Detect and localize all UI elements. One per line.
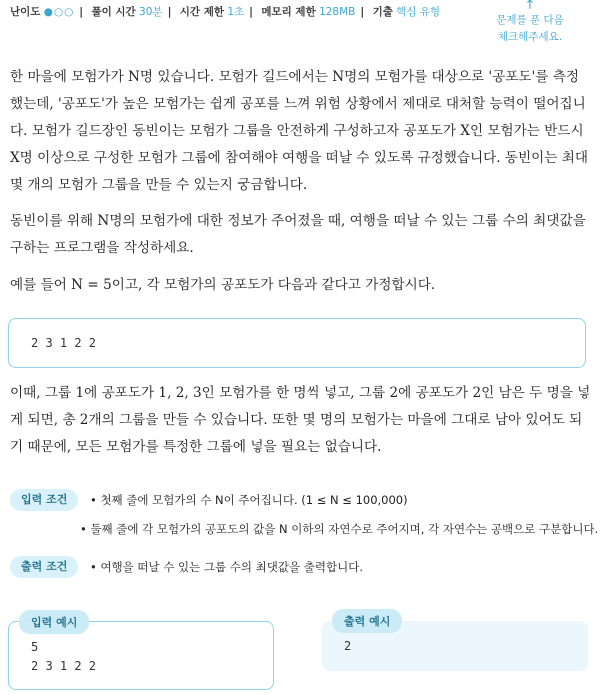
input-condition	[10, 489, 408, 511]
input-example-label: 입력 예시	[19, 610, 89, 634]
example-values-box	[8, 318, 586, 368]
output-condition	[10, 556, 363, 578]
output-example-label: 출력 예시	[332, 609, 402, 633]
time-limit-label: 시간 제한	[179, 6, 224, 18]
solve-time-label: 풀이 시간	[91, 6, 136, 18]
output-condition-tag: 출력 조건	[10, 556, 78, 578]
difficulty-label: 난이도	[10, 6, 41, 18]
output-example-body	[344, 637, 351, 656]
problem-meta-bar: 난이도 ●○○ | 풀이 시간 30분 | 시간 제한 1초 | 메모리 제한 128MB | 기출 핵심 유형	[10, 6, 441, 18]
check-note-line-1: 문제를 푼 다음	[496, 14, 564, 26]
memory-limit-value: 128MB	[319, 6, 356, 18]
check-note-line-2: 체크해주세요.	[497, 31, 563, 43]
problem-description-paragraph-3: 예를 들어 N = 5이고, 각 모험가의 공포도가 다음과 같다고 가정합시다.	[10, 277, 436, 293]
input-example-box	[8, 616, 274, 690]
input-condition-tag: 입력 조건	[10, 489, 78, 511]
solve-time-value: 30분	[139, 6, 163, 18]
output-example-box	[322, 615, 588, 671]
example-values: 2 3 1 2 2	[31, 336, 97, 350]
check-note	[470, 0, 590, 46]
source-value: 핵심 유형	[396, 6, 441, 18]
problem-description-paragraph-2: 동빈이를 위해 N명의 모험가에 대한 정보가 주어졌을 때, 여행을 떠날 수 있는 그룹 수의 최댓값을 구하는 프로그램을 작성하세요.	[10, 213, 586, 256]
input-example-line-2: 2 3 1 2 2	[31, 659, 97, 673]
problem-description-paragraph-4: 이때, 그룹 1에 공포도가 1, 2, 3인 모험가를 한 명씩 넣고, 그룹 2에 공포도가 2인 남은 두 명을 넣게 되면, 총 2개의 그룹을 만들 수 있습니다. 또한 몇 명의 모험가는 마을에 그대로 남아 있어도 되기 때문에, 모든 모험가를 특정한 그룹에 넣을 필요는 없습니다.	[10, 385, 591, 455]
source-label: 기출	[372, 6, 393, 18]
time-limit-value: 1초	[227, 6, 245, 18]
input-example-line-1: 5	[31, 640, 39, 654]
input-example-body	[31, 638, 96, 676]
memory-limit-label: 메모리 제한	[261, 6, 316, 18]
arrow-up-icon: ↑	[524, 0, 536, 13]
output-example-line-1: 2	[344, 639, 352, 653]
input-condition-line-2: • 둘째 줄에 각 모험가의 공포도의 값을 N 이하의 자연수로 주어지며, 각 자연수는 공백으로 구분합니다.	[80, 522, 599, 536]
output-condition-line-1: • 여행을 떠날 수 있는 그룹 수의 최댓값을 출력합니다.	[90, 560, 363, 574]
difficulty-dots: ●○○	[43, 6, 75, 18]
problem-description-paragraph-1: 한 마을에 모험가가 N명 있습니다. 모험가 길드에서는 N명의 모험가를 대상으로 '공포도'를 측정했는데, '공포도'가 높은 모험가는 쉽게 공포를 느껴 위험 상황에서 제대로 대처할 능력이 떨어집니다. 모험가 길드장인 동빈이는 모험가 그룹을 안전하게 구성하고자 공포도가 X인 모험가는 반드시 X명 이상으로 구성한 모험가 그룹에 참여해야 여행을 떠날 수 있도록 규정했습니다. 동빈이는 최대 몇 개의 모험가 그룹을 만들 수 있는지 궁금합니다.	[10, 69, 588, 193]
input-condition-line-1: • 첫째 줄에 모험가의 수 N이 주어집니다. (1 ≤ N ≤ 100,000)	[90, 493, 408, 507]
